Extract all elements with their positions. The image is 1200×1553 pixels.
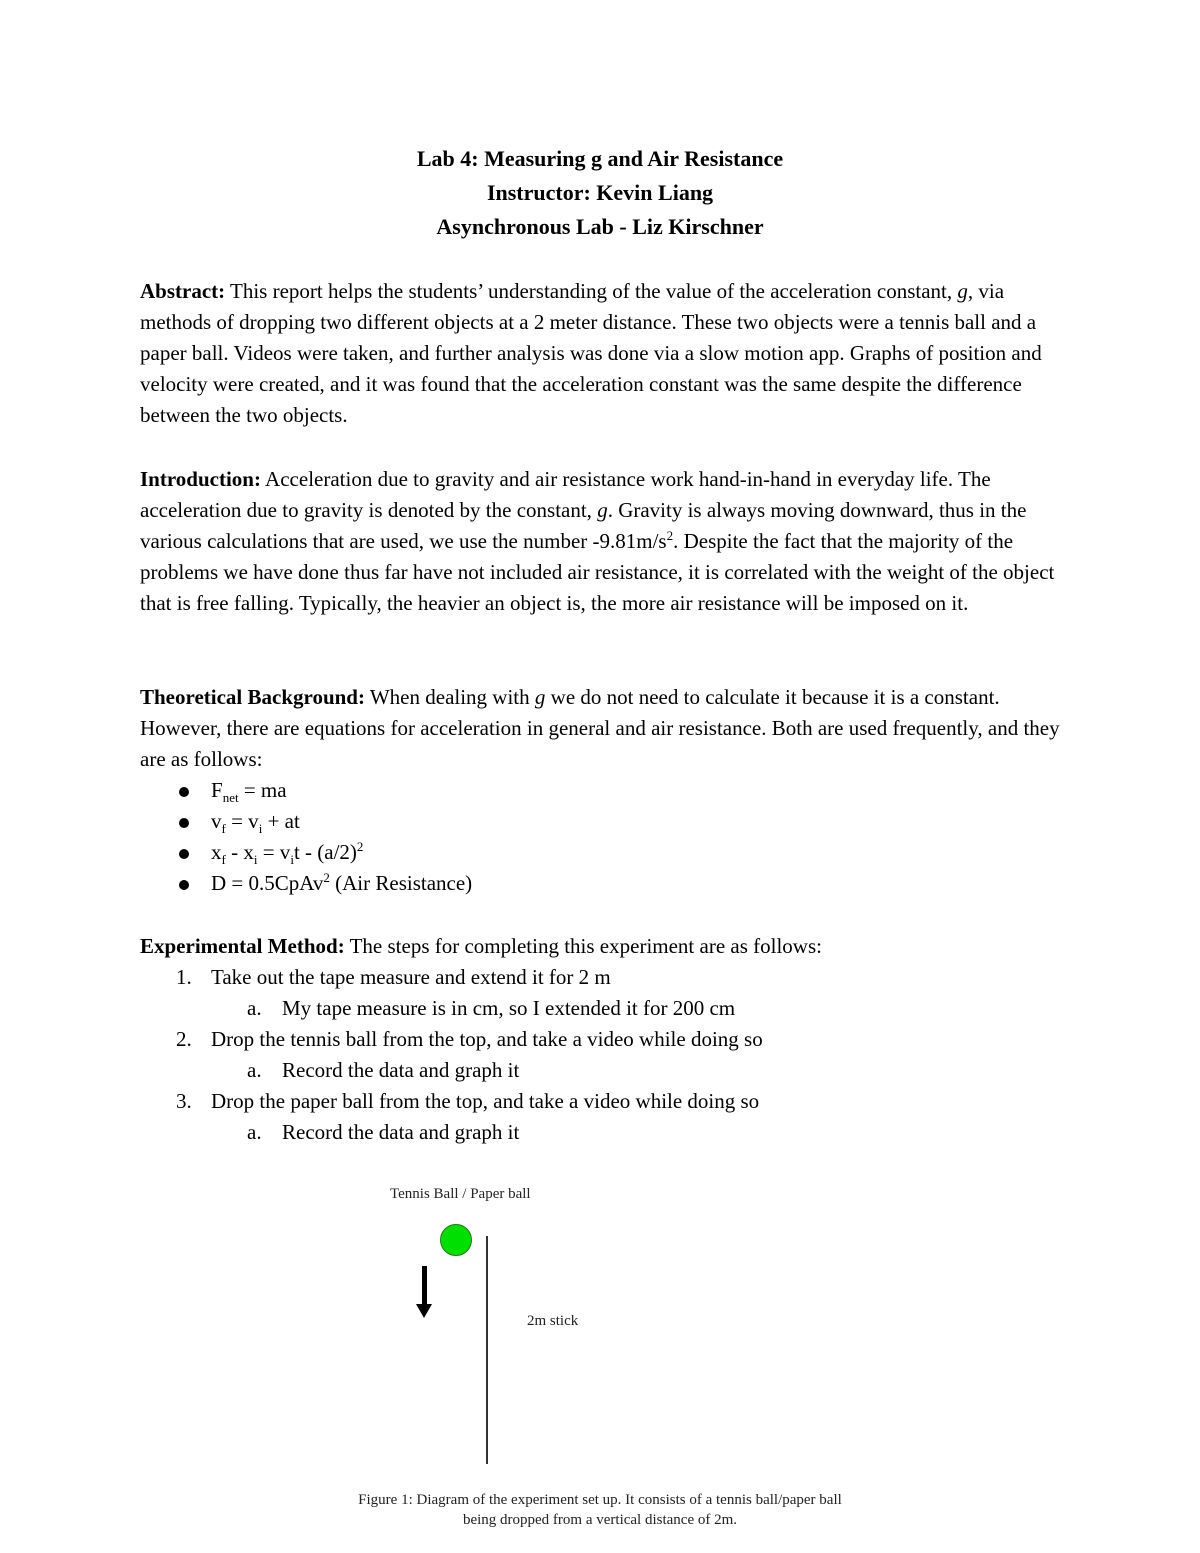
title-block — [0, 142, 1200, 244]
eq-text: (Air Resistance) — [329, 871, 473, 895]
equation-item — [140, 868, 1065, 899]
introduction-section — [140, 464, 1065, 619]
method-intro: The steps for completing this experiment are as follows: — [344, 934, 822, 958]
instructor-line: Instructor: Kevin Liang — [486, 180, 714, 205]
eq-text: + at — [262, 809, 300, 833]
step-item — [140, 962, 1065, 993]
abstract-heading: Abstract: — [140, 279, 226, 303]
caption-line: being dropped from a vertical distance of 2m. — [462, 1512, 738, 1528]
substep-item — [140, 1055, 1065, 1086]
eq-text: D = 0.5CpAv — [211, 871, 324, 895]
substep-item — [140, 1117, 1065, 1148]
theory-text-1: When dealing with — [364, 685, 535, 709]
eq-sub: f — [221, 852, 226, 868]
eq-text: - x — [225, 840, 254, 864]
step-item — [140, 1024, 1065, 1055]
substep-letter: a. — [247, 996, 262, 1020]
bullet-icon — [179, 849, 189, 859]
substep-item — [140, 993, 1065, 1024]
ball-icon — [440, 1224, 472, 1256]
introduction-text-2: . Gravity is always moving downward, thus in the various calculations that are used, we use the number -9.81m/s — [140, 498, 1027, 553]
figure-caption — [0, 1490, 1200, 1530]
theory-g: g — [534, 685, 546, 709]
arrow-head-icon — [416, 1304, 432, 1318]
eq-sub: i — [253, 852, 258, 868]
step-number: 2. — [176, 1027, 192, 1051]
measuring-stick — [486, 1236, 488, 1464]
abstract-section — [140, 276, 1065, 431]
introduction-heading: Introduction: — [140, 467, 261, 491]
eq-text: = v — [257, 840, 291, 864]
abstract-text-2: , via methods of dropping two different objects at a 2 meter distance. These two objects were a tennis ball and a paper ball. Videos were taken, and further analysis was done via a slow motion app. Graphs of position and velocity were created, and it was found that the acceleration constant was the same despite the difference between the two objects. — [140, 279, 1042, 427]
abstract-g: g — [957, 279, 968, 303]
eq-sub: i — [258, 821, 263, 837]
eq-text: v — [211, 809, 222, 833]
figure-label: Tennis Ball / Paper ball — [390, 1186, 531, 1202]
down-arrow-icon — [422, 1266, 427, 1306]
theory-text-2: we do not need to calculate it because it is a constant. However, there are equations for acceleration in general and air resistance. Both are used frequently, and they are as follows: — [140, 685, 1060, 771]
step-number: 3. — [176, 1089, 192, 1113]
equation-list — [140, 775, 1065, 899]
eq-text: F — [211, 778, 223, 802]
eq-sub: f — [221, 821, 226, 837]
eq-sup: 2 — [356, 839, 364, 854]
equation-item — [140, 837, 1065, 868]
eq-sub: net — [222, 790, 239, 806]
step-text: Drop the tennis ball from the top, and take a video while doing so — [211, 1027, 763, 1051]
stick-label: 2m stick — [527, 1313, 579, 1329]
substep-text: Record the data and graph it — [282, 1058, 520, 1082]
method-section — [140, 931, 1065, 1148]
eq-sup: 2 — [323, 870, 330, 885]
subtitle-line: Asynchronous Lab - Liz Kirschner — [436, 214, 764, 239]
introduction-text-1: Acceleration due to gravity and air resistance work hand-in-hand in everyday life. The acceleration due to gravity is denoted by the constant, — [140, 467, 991, 522]
theory-heading: Theoretical Background: — [140, 685, 365, 709]
method-heading: Experimental Method: — [140, 934, 345, 958]
theory-section — [140, 682, 1065, 899]
abstract-text-1: This report helps the students’ understanding of the value of the acceleration constant, — [225, 279, 958, 303]
substep-text: My tape measure is in cm, so I extended it for 200 cm — [282, 996, 736, 1020]
step-text: Drop the paper ball from the top, and take a video while doing so — [211, 1089, 760, 1113]
page-title: Lab 4: Measuring g and Air Resistance — [416, 146, 784, 171]
bullet-icon — [179, 880, 189, 890]
step-number: 1. — [176, 965, 192, 989]
eq-text: = v — [225, 809, 259, 833]
figure-diagram — [0, 1180, 1200, 1550]
step-item — [140, 1086, 1065, 1117]
eq-sub: i — [290, 852, 294, 868]
substep-letter: a. — [247, 1058, 262, 1082]
substep-letter: a. — [247, 1120, 262, 1144]
caption-line: Figure 1: Diagram of the experiment set up. It consists of a tennis ball/paper ball — [358, 1492, 842, 1508]
introduction-g: g — [597, 498, 608, 522]
eq-text: t - (a/2) — [293, 840, 357, 864]
substep-text: Record the data and graph it — [282, 1120, 520, 1144]
bullet-icon — [179, 787, 189, 797]
eq-text: = ma — [238, 778, 287, 802]
step-text: Take out the tape measure and extend it for 2 m — [211, 965, 611, 989]
bullet-icon — [179, 818, 189, 828]
introduction-sup: 2 — [666, 528, 674, 543]
equation-item — [140, 806, 1065, 837]
equation-item — [140, 775, 1065, 806]
eq-text: x — [211, 840, 222, 864]
introduction-text-3: . Despite the fact that the majority of the problems we have done thus far have not included air resistance, it is correlated with the weight of the object that is free falling. Typically, the heavier an object is, the more air resistance will be imposed on it. — [140, 529, 1055, 615]
